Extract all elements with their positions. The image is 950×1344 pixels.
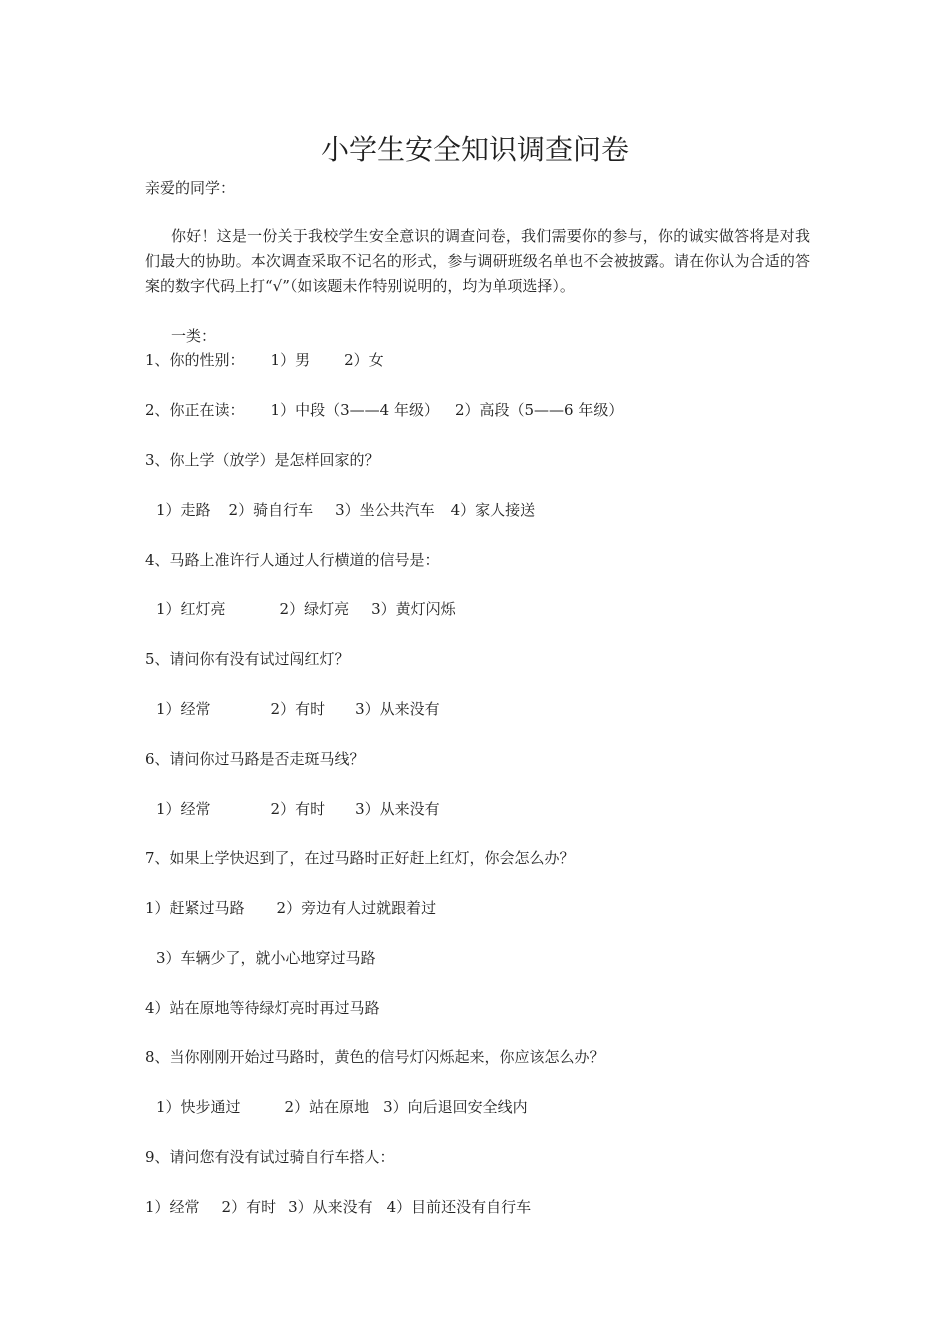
question-text: 2、你正在读： — [145, 401, 245, 419]
option: 3）从来没有 — [355, 800, 440, 818]
question-3: 3、你上学（放学）是怎样回家的？ — [145, 451, 380, 469]
option: 2）站在原地 — [284, 1098, 370, 1116]
question-5-options — [156, 697, 440, 721]
question-7-options-a — [145, 896, 436, 920]
question-5: 5、请问你有没有试过闯红灯？ — [145, 650, 350, 668]
option: 2）女 — [344, 351, 384, 369]
question-9-options — [145, 1195, 531, 1219]
page-title: 小学生安全知识调查问卷 — [320, 133, 629, 166]
option: 1）经常 — [156, 700, 211, 718]
question-2 — [145, 398, 623, 422]
intro-paragraph: 你好！这是一份关于我校学生安全意识的调查问卷，我们需要你的参与，你的诚实做答将是对我们最大的协助。本次调查采取不记名的形式，参与调研班级名单也不会被披露。请在你认为合适的答案的数字代码上打“√”（如该题未作特别说明的，均为单项选择）。 — [145, 227, 810, 295]
question-6-options — [156, 797, 440, 821]
option: 2）有时 — [270, 800, 326, 818]
question-8: 8、当你刚刚开始过马路时，黄色的信号灯闪烁起来，你应该怎么办？ — [145, 1048, 605, 1066]
option: 3）向后退回安全线内 — [383, 1098, 528, 1116]
option: 1）男 — [270, 351, 311, 369]
section-heading: 一类： — [171, 327, 217, 345]
option: 2）绿灯亮 — [279, 600, 350, 618]
question-text: 1、你的性别： — [145, 351, 245, 369]
option: 4）目前还没有自行车 — [386, 1198, 532, 1216]
option: 1）经常 — [145, 1198, 200, 1216]
option: 1）中段（3——4 年级） — [270, 401, 439, 419]
option: 3）黄灯闪烁 — [371, 600, 456, 618]
option: 2）有时 — [221, 1198, 277, 1216]
option: 2）高段（5——6 年级） — [454, 401, 624, 419]
question-6: 6、请问你过马路是否走斑马线？ — [145, 750, 365, 768]
option: 2）旁边有人过就跟着过 — [276, 899, 437, 917]
option: 2）骑自行车 — [228, 501, 314, 519]
question-9: 9、请问您有没有试过骑自行车搭人： — [145, 1148, 395, 1166]
option: 1）赶紧过马路 — [145, 899, 245, 917]
option: 1）经常 — [156, 800, 211, 818]
question-7: 7、如果上学快迟到了，在过马路时正好赶上红灯，你会怎么办？ — [145, 849, 575, 867]
option: 1）红灯亮 — [156, 600, 226, 618]
option: 4）家人接送 — [450, 501, 536, 519]
question-8-options — [156, 1095, 528, 1119]
question-7-options-b — [156, 946, 376, 970]
option: 1）快步通过 — [156, 1098, 241, 1116]
question-4: 4、马路上准许行人通过人行横道的信号是： — [145, 551, 440, 569]
question-3-options — [156, 498, 535, 522]
option: 4）站在原地等待绿灯亮时再过马路 — [145, 999, 380, 1017]
question-4-options — [156, 597, 456, 621]
option: 3）坐公共汽车 — [335, 501, 435, 519]
question-7-options-c — [145, 996, 380, 1020]
option: 2）有时 — [270, 700, 326, 718]
option: 3）从来没有 — [288, 1198, 373, 1216]
option: 1）走路 — [156, 501, 211, 519]
greeting: 亲爱的同学： — [145, 179, 236, 197]
option: 3）从来没有 — [355, 700, 440, 718]
question-1 — [145, 348, 384, 372]
option: 3）车辆少了，就小心地穿过马路 — [156, 949, 376, 967]
